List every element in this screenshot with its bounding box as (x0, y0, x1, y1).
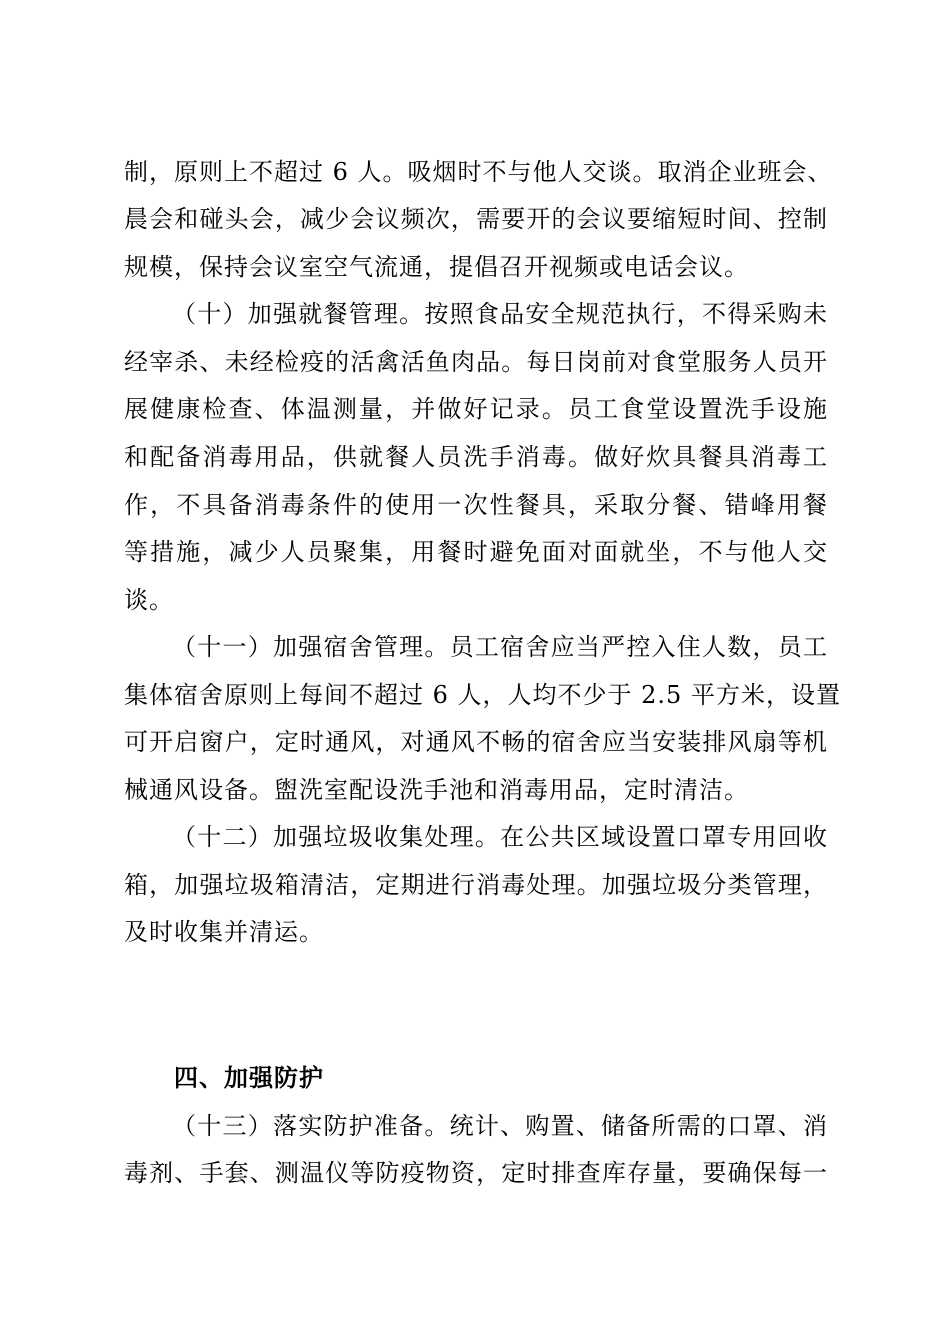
paragraph-line: 毒剂、手套、测温仪等防疫物资，定时排查库存量，要确保每一 (124, 1159, 828, 1187)
paragraph-line: 及时收集并清运。 (124, 918, 324, 946)
paragraph-line: 等措施，减少人员聚集，用餐时避免面对面就坐，不与他人交 (124, 538, 828, 566)
paragraph-line: 和配备消毒用品，供就餐人员洗手消毒。做好炊具餐具消毒工 (124, 443, 828, 471)
paragraph-line: 制，原则上不超过 6 人。吸烟时不与他人交谈。取消企业班会、 (124, 158, 833, 186)
paragraph-line: 械通风设备。盥洗室配设洗手池和消毒用品，定时清洁。 (124, 776, 749, 804)
paragraph-line: 可开启窗户，定时通风，对通风不畅的宿舍应当安装排风扇等机 (124, 728, 828, 756)
paragraph-line: 规模，保持会议室空气流通，提倡召开视频或电话会议。 (124, 253, 749, 281)
paragraph-line: 展健康检查、体温测量，并做好记录。员工食堂设置洗手设施 (124, 395, 828, 423)
section-heading: 四、加强防护 (174, 1064, 324, 1092)
paragraph-line: （十三）落实防护准备。统计、购置、储备所需的口罩、消 (172, 1112, 828, 1140)
paragraph-line: 集体宿舍原则上每间不超过 6 人，人均不少于 2.5 平方米，设置 (124, 681, 841, 709)
paragraph-line: 谈。 (124, 586, 174, 614)
paragraph-line: 经宰杀、未经检疫的活禽活鱼肉品。每日岗前对食堂服务人员开 (124, 348, 828, 376)
paragraph-line: （十一）加强宿舍管理。员工宿舍应当严控入住人数，员工 (172, 633, 828, 661)
paragraph-line: 晨会和碰头会，减少会议频次，需要开的会议要缩短时间、控制 (124, 205, 828, 233)
paragraph-line: （十二）加强垃圾收集处理。在公共区域设置口罩专用回收 (172, 823, 828, 851)
paragraph-line: 作，不具备消毒条件的使用一次性餐具，采取分餐、错峰用餐 (124, 491, 828, 519)
paragraph-line: 箱，加强垃圾箱清洁，定期进行消毒处理。加强垃圾分类管理， (124, 871, 828, 899)
paragraph-line: （十）加强就餐管理。按照食品安全规范执行，不得采购未 (172, 300, 828, 328)
